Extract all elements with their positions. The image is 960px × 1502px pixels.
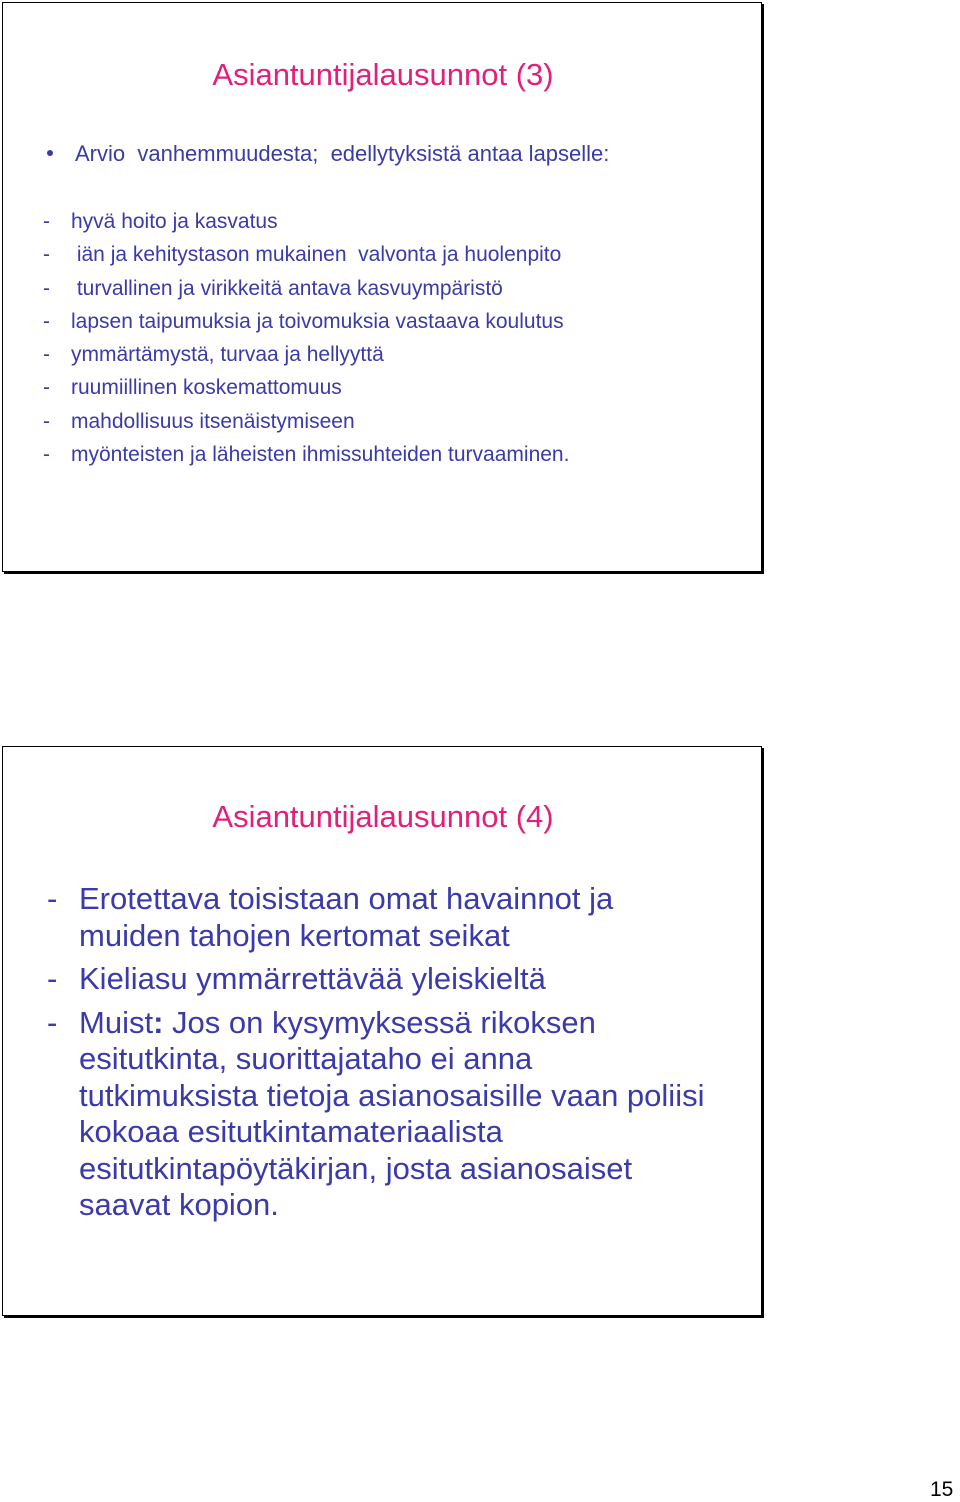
dash-icon: -: [47, 961, 58, 996]
dash-icon: -: [43, 309, 50, 333]
list-item: - ymmärtämystä, turvaa ja hellyyttä: [43, 338, 569, 371]
dash-icon: -: [43, 210, 50, 233]
note-colon: :: [153, 1004, 164, 1040]
slide-title: Asiantuntijalausunnot (3): [212, 57, 554, 92]
list-item: - lapsen taipumuksia ja toivomuksia vastaava koulutus: [43, 305, 569, 338]
dash-icon: -: [43, 443, 50, 467]
dash-icon: -: [47, 1004, 58, 1040]
slide-asiantuntijalausunnot-3: [2, 2, 762, 572]
parenting-criteria-list: [43, 205, 569, 471]
note-label: Muist: [79, 1004, 154, 1040]
list-item: - Kieliasu ymmärrettävää yleiskieltä: [47, 961, 546, 996]
bullet-text: Arvio vanhemmuudesta; edellytyksistä antaa lapselle:: [75, 141, 610, 166]
list-item: - Muist: Jos on kysymyksessä rikoksen esitutkinta, suorittajataho ei anna tutkimuksista tietoja asianosaisille vaan poliisi kokoaa esitutkintamateriaalista esitutkintapöytäkirjan, josta asianosaiset saavat kopion.: [47, 1004, 714, 1222]
list-item: - hyvä hoito ja kasvatus: [43, 205, 569, 238]
list-item: - turvallinen ja virikkeitä antava kasvuympäristö: [43, 272, 569, 305]
bullet-item: [47, 141, 609, 167]
slide-title: Asiantuntijalausunnot (4): [212, 799, 554, 834]
dash-icon: -: [47, 881, 58, 916]
list-item: - mahdollisuus itsenäistymiseen: [43, 405, 569, 438]
dash-icon: -: [43, 276, 50, 300]
dash-icon: -: [43, 243, 50, 267]
page-number: 15: [930, 1478, 954, 1501]
list-item: - Erotettava toisistaan omat havainnot ja muiden tahojen kertomat seikat: [47, 881, 614, 953]
slide-asiantuntijalausunnot-4: [2, 746, 762, 1316]
dash-icon: -: [43, 343, 50, 367]
dash-icon: -: [43, 409, 50, 433]
dash-icon: -: [43, 376, 50, 400]
list-item: - ruumiillinen koskemattomuus: [43, 371, 569, 404]
bullet-dot-icon: [47, 150, 53, 156]
list-item: - myönteisten ja läheisten ihmissuhteiden turvaaminen.: [43, 438, 569, 471]
statement-guidelines-list: [47, 881, 719, 1231]
list-item: - iän ja kehitystason mukainen valvonta ja huolenpito: [43, 238, 569, 271]
